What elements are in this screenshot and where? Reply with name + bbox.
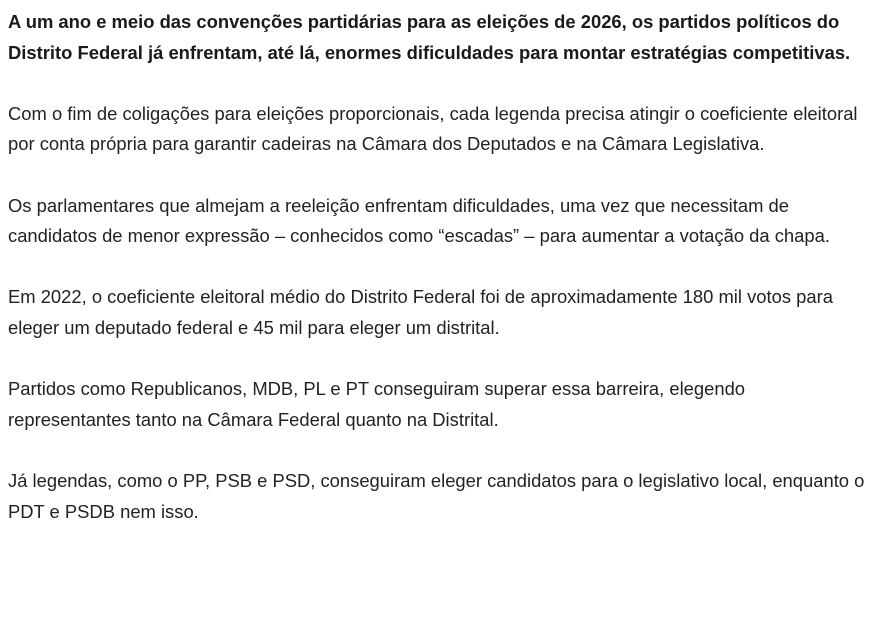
article-paragraph-coeficiente: Em 2022, o coeficiente eleitoral médio do Distrito Federal foi de aproximadamente 180 mil votos para eleger um deputado federal e 45 mil para eleger um distrital. xyxy=(8,286,833,338)
article-paragraph-coligacoes: Com o fim de coligações para eleições proporcionais, cada legenda precisa atingir o coeficiente eleitoral por conta própria para garantir cadeiras na Câmara dos Deputados e na Câmara Legislativa. xyxy=(8,102,858,155)
article-paragraph-reeleicao: Os parlamentares que almejam a reeleição enfrentam dificuldades, uma vez que necessitam de candidatos de menor expressão – conhecidos como “escadas” – para aumentar a votação da chapa. xyxy=(8,194,830,247)
article-paragraph-legendas: Já legendas, como o PP, PSB e PSD, conseguiram eleger candidatos para o legislativo local, enquanto o PDT e PSDB nem isso. xyxy=(8,469,865,522)
article-paragraph-partidos-eleitos: Partidos como Republicanos, MDB, PL e PT conseguiram superar essa barreira, elegendo representantes tanto na Câmara Federal quanto na Distrital. xyxy=(8,378,746,430)
article-lead-paragraph: A um ano e meio das convenções partidárias para as eleições de 2026, os partidos políticos do Distrito Federal já enfrentam, até lá, enormes dificuldades para montar estratégias competitivas. xyxy=(8,11,851,63)
